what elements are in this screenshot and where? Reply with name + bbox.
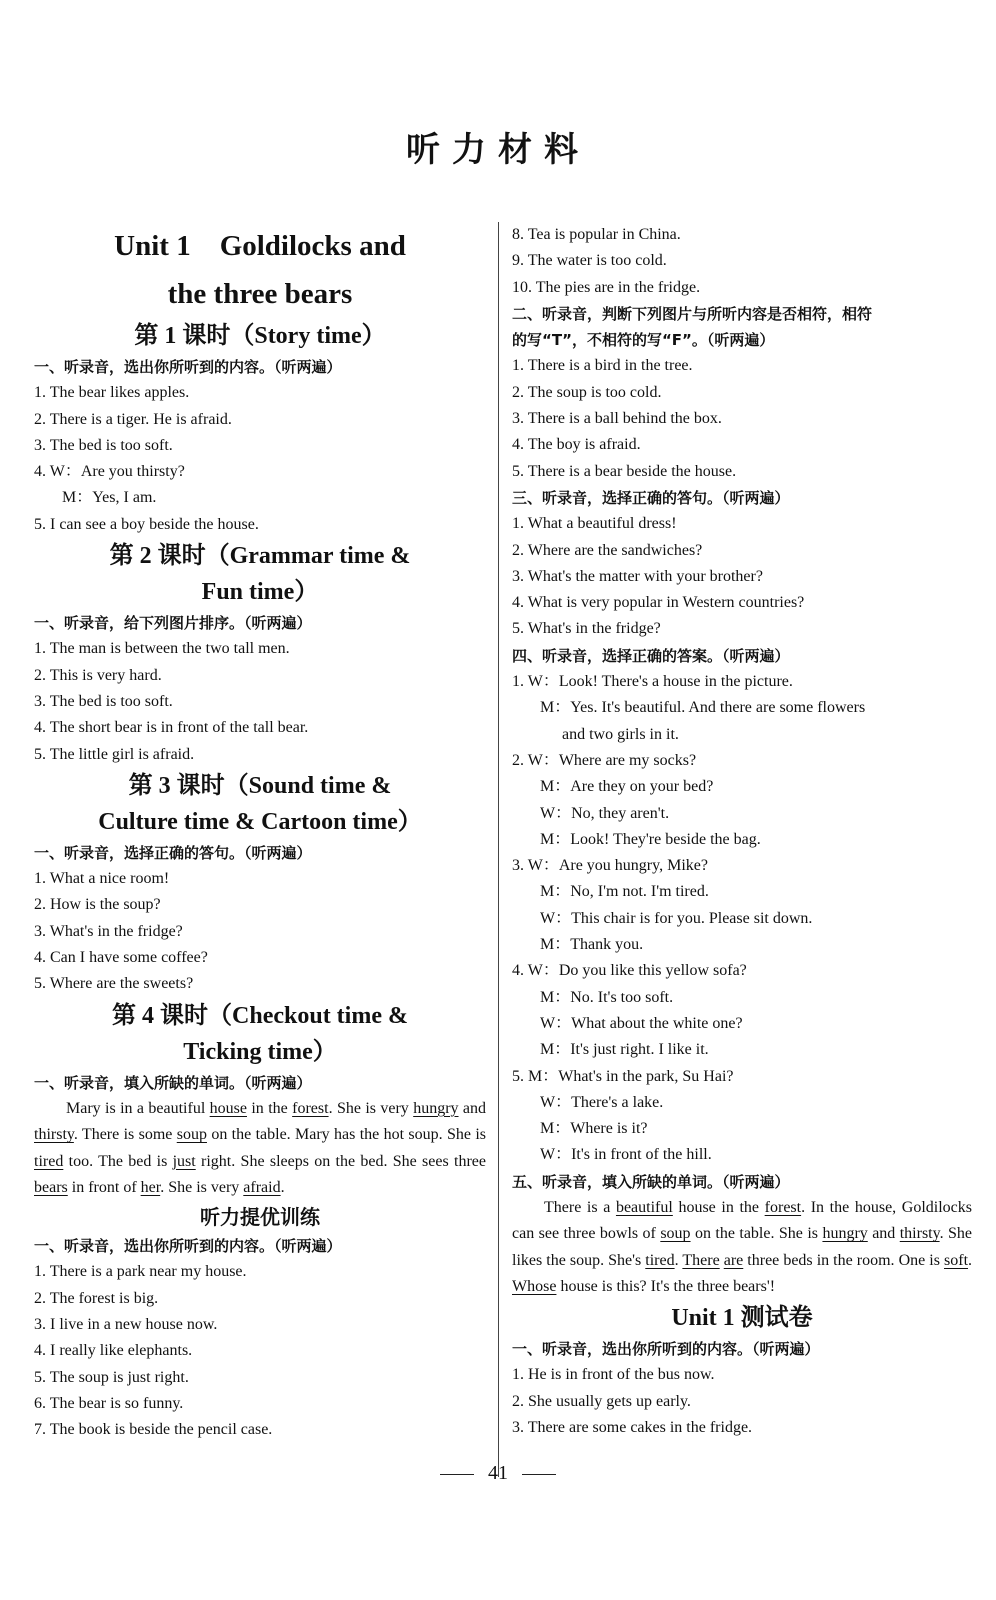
lesson-4-passage (34, 1096, 486, 1201)
answer-blank: bears (34, 1178, 68, 1196)
passage-text: on the table. She is (690, 1225, 823, 1243)
lesson-4-instruction: 一、听录音，填入所缺的单词。（听两遍） (34, 1073, 312, 1092)
list-item: 5. I can see a boy beside the house. (34, 515, 259, 533)
answer-blank: are (723, 1251, 744, 1269)
answer-blank: hungry (822, 1225, 868, 1243)
passage-text: too. The bed is (63, 1152, 173, 1170)
list-item: 5. The soup is just right. (34, 1368, 189, 1386)
answer-blank: just (172, 1152, 196, 1170)
passage-text: right. She sleeps on the bed. She sees three (195, 1152, 486, 1170)
lesson-2-lines (34, 636, 486, 767)
list-item: 5. What's in the fridge? (512, 620, 661, 638)
passage-text: . (674, 1251, 683, 1269)
answer-blank: house (209, 1099, 247, 1117)
dialogue-line: 3. W：Are you hungry, Mike? (512, 857, 708, 875)
passage-text: three beds in the room. One is (743, 1251, 945, 1269)
list-item: 9. The water is too cold. (512, 252, 667, 270)
list-item: 3. The bed is too soft. (34, 436, 173, 454)
dialogue-line: M：Thank you. (540, 936, 644, 954)
answer-blank: hungry (413, 1099, 459, 1117)
passage-text: . In the house, Goldilocks can see three bowls of (512, 1198, 973, 1243)
passage-text: and (867, 1225, 900, 1243)
list-item: 1. He is in front of the bus now. (512, 1366, 715, 1384)
list-item: 2. She usually gets up early. (512, 1392, 691, 1410)
list-item: 2. This is very hard. (34, 666, 162, 684)
answer-blank: forest (292, 1099, 329, 1117)
part-3-lines (512, 511, 972, 642)
passage-text: house is this? It's the three bears'! (556, 1277, 776, 1295)
list-item: 5. The little girl is afraid. (34, 745, 195, 763)
list-item: 1. The man is between the two tall men. (34, 640, 290, 658)
passage-text: . (968, 1251, 973, 1269)
lesson-3-instruction: 一、听录音，选择正确的答句。（听两遍） (34, 843, 312, 862)
passage-text: house in the (672, 1198, 765, 1216)
page-number-footer (0, 1462, 996, 1485)
dialogue-line: 1. W：Look! There's a house in the picture. (512, 673, 793, 691)
answer-blank: There (682, 1251, 720, 1269)
unit-title-line-2: the three bears (167, 278, 353, 310)
list-item: 8. Tea is popular in China. (512, 226, 681, 243)
dialogue-line: W：This chair is for you. Please sit down. (540, 909, 813, 927)
list-item: 6. The bear is so funny. (34, 1394, 184, 1412)
dialogue-line: 5. M：What's in the park, Su Hai? (512, 1067, 734, 1085)
passage-text: There is a (544, 1198, 616, 1216)
part-2-instruction-line-1: 二、听录音，判断下列图片与所听内容是否相符，相符 (512, 304, 873, 323)
list-item: 3. I live in a new house now. (34, 1316, 218, 1334)
list-item: 1. What a beautiful dress! (512, 515, 677, 533)
footer-dash-right (522, 1474, 556, 1475)
lesson-4-title-line-2: Ticking time） (183, 1038, 337, 1065)
answer-blank: Whose (512, 1277, 557, 1295)
list-item: 5. There is a bear beside the house. (512, 462, 737, 480)
answer-blank: soup (176, 1126, 207, 1144)
right-column (512, 222, 972, 1490)
training-lines (34, 1259, 486, 1443)
list-item: 1. What a nice room! (34, 870, 170, 888)
column-divider (498, 222, 499, 1477)
training-continued-lines (512, 222, 972, 301)
passage-text: in the (246, 1099, 293, 1117)
passage-text: in front of (67, 1178, 141, 1196)
answer-blank: her (140, 1178, 161, 1196)
dialogue-line: M：Are they on your bed? (540, 778, 714, 796)
training-instruction: 一、听录音，选出你所听到的内容。（听两遍） (34, 1237, 342, 1256)
part-4-dialogues (512, 669, 972, 1169)
list-item: 3. There are some cakes in the fridge. (512, 1419, 753, 1437)
part-2-lines (512, 353, 972, 484)
passage-text: Mary is in a beautiful (66, 1099, 210, 1117)
dialogue-line: W：There's a lake. (540, 1093, 664, 1111)
list-item: 10. The pies are in the fridge. (512, 278, 701, 296)
list-item: 2. There is a tiger. He is afraid. (34, 410, 232, 428)
answer-blank: afraid (243, 1178, 281, 1196)
dialogue-line: W：No, they aren't. (540, 804, 670, 822)
passage-text: and (458, 1099, 486, 1117)
list-item: 1. The bear likes apples. (34, 384, 190, 402)
list-item: 4. The short bear is in front of the tall bear. (34, 719, 309, 737)
page-title: 听力材料 (406, 130, 590, 170)
lesson-2-title-line-2: Fun time） (201, 579, 319, 606)
test-title: Unit 1 测试卷 (671, 1305, 813, 1332)
answer-blank: forest (764, 1198, 802, 1216)
lesson-1-lines (34, 380, 486, 538)
answer-blank: soft (944, 1251, 969, 1269)
dialogue-line: M：No. It's too soft. (540, 988, 674, 1006)
list-item: 4. What is very popular in Western countries? (512, 594, 805, 612)
list-item: 1. There is a bird in the tree. (512, 357, 693, 375)
list-item: 3. There is a ball behind the box. (512, 410, 722, 428)
list-item: 3. What's in the fridge? (34, 922, 183, 940)
dialogue-line: M：Look! They're beside the bag. (540, 830, 761, 848)
answer-blank: tired (34, 1152, 64, 1170)
lesson-1-instruction: 一、听录音，选出你所听到的内容。（听两遍） (34, 358, 342, 376)
list-item: 7. The book is beside the pencil case. (34, 1421, 273, 1439)
list-item: 2. The soup is too cold. (512, 383, 662, 401)
dialogue-line: M：No, I'm not. I'm tired. (540, 883, 709, 901)
answer-blank: soup (660, 1225, 691, 1243)
list-item: M：Yes, I am. (62, 489, 157, 507)
dialogue-line: M：Where is it? (540, 1120, 648, 1138)
list-item: 4. I really like elephants. (34, 1342, 193, 1360)
dialogue-line: M：It's just right. I like it. (540, 1041, 709, 1059)
dialogue-line: 4. W：Do you like this yellow sofa? (512, 962, 747, 980)
list-item: 5. Where are the sweets? (34, 975, 194, 993)
left-column (34, 222, 486, 1490)
footer-dash-left (440, 1474, 474, 1475)
part-4-instruction: 四、听录音，选择正确的答案。（听两遍） (512, 646, 790, 665)
list-item: 2. The forest is big. (34, 1289, 159, 1307)
part-5-passage (512, 1195, 972, 1300)
part-3-instruction: 三、听录音，选择正确的答句。（听两遍） (512, 488, 790, 507)
dialogue-line: 2. W：Where are my socks? (512, 751, 697, 769)
passage-text: . There is some (73, 1126, 177, 1144)
page-number: 41 (488, 1462, 508, 1484)
dialogue-line: and two girls in it. (562, 725, 679, 743)
unit-title-line-1: Unit 1 Goldilocks and (114, 230, 406, 262)
passage-text: . She is very (328, 1099, 414, 1117)
answer-blank: thirsty (899, 1225, 940, 1243)
lesson-3-title-line-1: 第 3 课时（Sound time & (128, 772, 392, 799)
passage-text: . She is very (160, 1178, 244, 1196)
lesson-4-title-line-1: 第 4 课时（Checkout time & (112, 1002, 408, 1029)
list-item: 1. There is a park near my house. (34, 1263, 247, 1281)
dialogue-line: W：What about the white one? (540, 1014, 743, 1032)
dialogue-line: M：Yes. It's beautiful. And there are some flowers (540, 699, 866, 717)
list-item: 2. Where are the sandwiches? (512, 541, 703, 559)
list-item: 3. What's the matter with your brother? (512, 567, 763, 585)
training-title: 听力提优训练 (200, 1205, 320, 1230)
list-item: 2. How is the soup? (34, 896, 161, 914)
passage-text: on the table. Mary has the hot soup. She is (206, 1126, 486, 1144)
lesson-3-lines (34, 866, 486, 997)
test-lines (512, 1362, 972, 1441)
answer-blank: beautiful (615, 1198, 673, 1216)
dialogue-line: W：It's in front of the hill. (540, 1146, 712, 1164)
lesson-2-instruction: 一、听录音，给下列图片排序。（听两遍） (34, 614, 312, 633)
part-2-instruction-line-2: 的写“T”，不相符的写“F”。（听两遍） (512, 331, 775, 350)
list-item: 3. The bed is too soft. (34, 692, 173, 710)
passage-text: . (280, 1178, 285, 1196)
lesson-1-title: 第 1 课时（Story time） (134, 323, 386, 349)
lesson-3-title-line-2: Culture time & Cartoon time） (98, 808, 422, 835)
passage-text: . She likes the soup. She's (512, 1225, 973, 1269)
part-5-instruction: 五、听录音，填入所缺的单词。（听两遍） (512, 1172, 790, 1191)
answer-blank: tired (645, 1251, 675, 1269)
test-instruction: 一、听录音，选出你所听到的内容。（听两遍） (512, 1340, 820, 1359)
list-item: 4. The boy is afraid. (512, 436, 641, 454)
list-item: 4. Can I have some coffee? (34, 949, 208, 967)
list-item: 4. W：Are you thirsty? (34, 463, 185, 481)
lesson-2-title-line-1: 第 2 课时（Grammar time & (109, 543, 411, 570)
answer-blank: thirsty (34, 1126, 74, 1144)
